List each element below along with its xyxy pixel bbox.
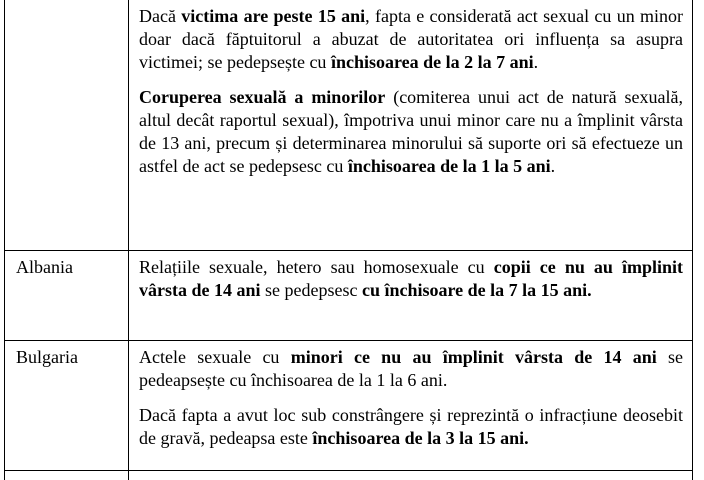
law-paragraph: [139, 86, 683, 178]
table-cell-law: [139, 256, 683, 302]
law-paragraph: [139, 5, 683, 74]
bold-text-run: cu închisoare de la 7 la 15 ani.: [361, 280, 592, 300]
bold-text-run: victima are peste 15 ani: [181, 6, 366, 26]
bold-text-run: Coruperea sexuală a minorilor: [139, 87, 386, 107]
law-paragraph: [139, 256, 683, 302]
table-cell-law: [139, 5, 683, 178]
table-row-divider: [4, 340, 693, 341]
text-run: .: [550, 156, 556, 176]
bold-text-run: închisoarea de la 3 la 15 ani.: [312, 428, 529, 448]
law-paragraph: [139, 404, 683, 450]
table-border-right: [692, 0, 693, 480]
text-run: Relațiile sexuale, hetero sau homosexuale cu: [139, 257, 494, 277]
text-run: Actele sexuale cu: [139, 347, 291, 367]
text-run: (comiterea unui act de natură sexuală, altul decât raportul sexual), împotriva unui minor care nu a împlinit vârsta de 13 ani, precum și determinarea minorului să suporte ori să efectueze un astfel de act se pedepsesc cu: [139, 87, 683, 176]
text-run: Dacă: [139, 6, 182, 26]
text-run: Dacă fapta a avut loc sub constrângere și reprezintă o infracțiune deosebit de gravă, pedeapsa este: [139, 405, 683, 448]
table-cell-country: Albania: [16, 257, 73, 277]
table-column-divider: [128, 0, 129, 480]
bold-text-run: închisoarea de la 1 la 5 ani: [347, 156, 551, 176]
bold-text-run: copii ce nu au împlinit vârsta de 14 ani: [139, 257, 683, 300]
bold-text-run: închisoarea de la 2 la 7 ani: [330, 52, 534, 72]
table-border-left: [4, 0, 5, 480]
law-paragraph: [139, 346, 683, 392]
table-row-divider: [4, 250, 693, 251]
text-run: se pedepsesc: [260, 280, 362, 300]
text-run: , fapta e considerată act sexual cu un minor doar dacă făptuitorul a abuzat de autoritatea ori influența sa asupra victimei; se pedepsește cu: [139, 6, 683, 72]
text-run: se pedeapsește cu închisoarea de la 1 la 6 ani.: [139, 347, 683, 390]
bold-text-run: minori ce nu au împlinit vârsta de 14 ani: [290, 347, 657, 367]
table-cell-law: [139, 346, 683, 450]
table-cell-country: Bulgaria: [16, 347, 78, 367]
table-row-divider: [4, 470, 693, 471]
text-run: .: [533, 52, 539, 72]
